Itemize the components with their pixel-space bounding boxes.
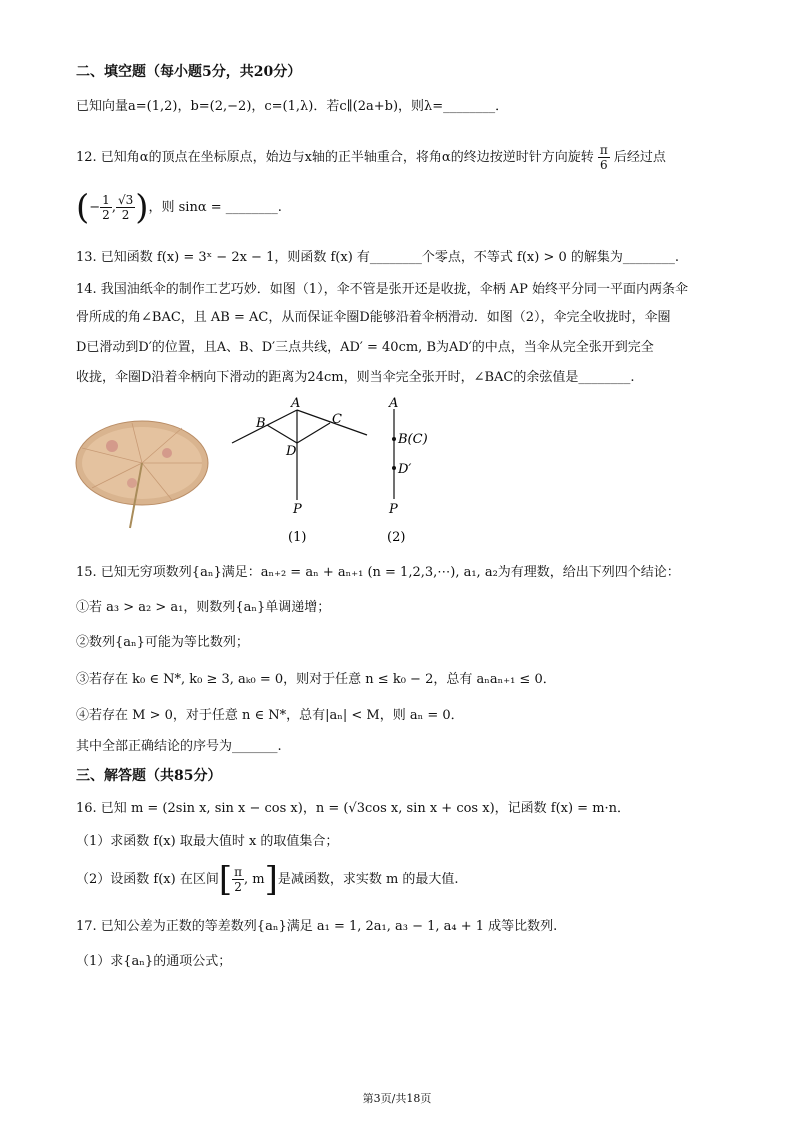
question-17-part1: （1）求{aₙ}的通项公式； [76,954,232,969]
question-16-part2: （2）设函数 f(x) 在区间[ $\frac{\pi}{2}$ , m]是减函数，求实数 m 的最大值. [76,859,459,900]
figure-2-diagram [380,395,450,545]
fig1-caption: (1) [288,530,307,545]
q12-point-y: $\frac{√3}{2}$ [117,193,134,222]
question-14-line1: 14. 我国油纸伞的制作工艺巧妙．如图（1），伞不管是张开还是收拢，伞柄 AP 始终平分同一平面内两条伞 [76,282,688,297]
q12-point-x: $\frac{1}{2}$ [102,193,110,222]
q12-line2-tail: ，则 sinα = ________. [148,200,282,215]
question-15-answer: 其中全部正确结论的序号为_______. [76,739,282,754]
fig1-label-c: C [332,412,342,427]
question-15-conclusion-4: ④若存在 M > 0，对于任意 n ∈ N*，总有|aₙ| < M，则 aₙ = 0． [76,708,464,723]
fig2-label-p: P [389,502,398,517]
question-16-line1: 16. 已知 m = (2sin x, sin x − cos x)，n = (√3cos x, sin x + cos x)，记函数 f(x) = m·n． [76,801,631,816]
q12-rot-den: 6 [599,158,608,172]
fig1-label-b: B [256,416,266,431]
question-14-line4: 收拢，伞圈D沿着伞柄向下滑动的距离为24cm，则当伞完全张开时，∠BAC的余弦值是________. [76,370,635,385]
fig1-label-a: A [291,396,301,411]
fig1-label-d: D [286,444,297,459]
question-14-line3: D已滑动到D′的位置，且A、B、D′三点共线，AD′ = 40cm, B为AD′的中点，当伞从完全张开到完全 [76,340,654,355]
q12-rot-num: π [599,143,608,157]
question-15-conclusion-3: ③若存在 k₀ ∈ N*, k₀ ≥ 3, aₖ₀ = 0，则对于任意 n ≤ k₀ − 2，总有 aₙaₙ₊₁ ≤ 0． [76,672,556,687]
section-heading-solutions: 三、解答题（共85分） [76,768,222,784]
question-15-conclusion-1: ①若 a₃ > a₂ > a₁，则数列{aₙ}单调递增； [76,600,331,615]
question-11: 已知向量a=(1,2)，b=(2,−2)，c=(1,λ)．若c∥(2a+b)，则λ=________． [76,99,509,114]
fig1-label-p: P [293,502,302,517]
fig2-label-a: A [389,396,399,411]
section-heading-fill-in: 二、填空题（每小题5分，共20分） [76,64,302,80]
figure-1-diagram [222,395,382,545]
question-13: 13. 已知函数 f(x) = 3ˣ − 2x − 1，则函数 f(x) 有________个零点，不等式 f(x) > 0 的解集为________. [76,250,680,265]
fig2-label-d: D′ [398,462,412,477]
q12-rotation-fraction [598,143,610,172]
question-12-line2: (− $\frac{1}{2}$ , $\frac{√3}{2}$ )，则 sinα = ________. [76,187,282,228]
page-footer: 第3页/共18页 [362,1092,432,1105]
fig2-caption: (2) [387,530,406,545]
q12-text: 12. 已知角α的顶点在坐标原点，始边与x轴的正半轴重合，将角α的终边按逆时针方向旋转 [76,150,594,165]
question-16-part1: （1）求函数 f(x) 取最大值时 x 的取值集合； [76,834,339,849]
question-14-line2: 骨所成的角∠BAC，且 AB = AC，从而保证伞圈D能够沿着伞柄滑动．如图（2），伞完全收拢时，伞圈 [76,310,671,325]
question-15-conclusion-2: ②数列{aₙ}可能为等比数列； [76,635,249,650]
q12-tail: 后经过点 [613,150,666,165]
umbrella-illustration [72,408,222,538]
question-15-line1: 15. 已知无穷项数列{aₙ}满足：aₙ₊₂ = aₙ + aₙ₊₁ (n = 1,2,3,⋯), a₁, a₂为有理数，给出下列四个结论： [76,565,680,580]
fig2-label-bc: B(C) [398,432,428,447]
question-12-line1 [76,143,666,172]
question-17-line1: 17. 已知公差为正数的等差数列{aₙ}满足 a₁ = 1, 2a₁, a₃ − 1, a₄ + 1 成等比数列. [76,919,558,934]
q16-interval-fraction: $\frac{\pi}{2}$ [234,865,242,894]
